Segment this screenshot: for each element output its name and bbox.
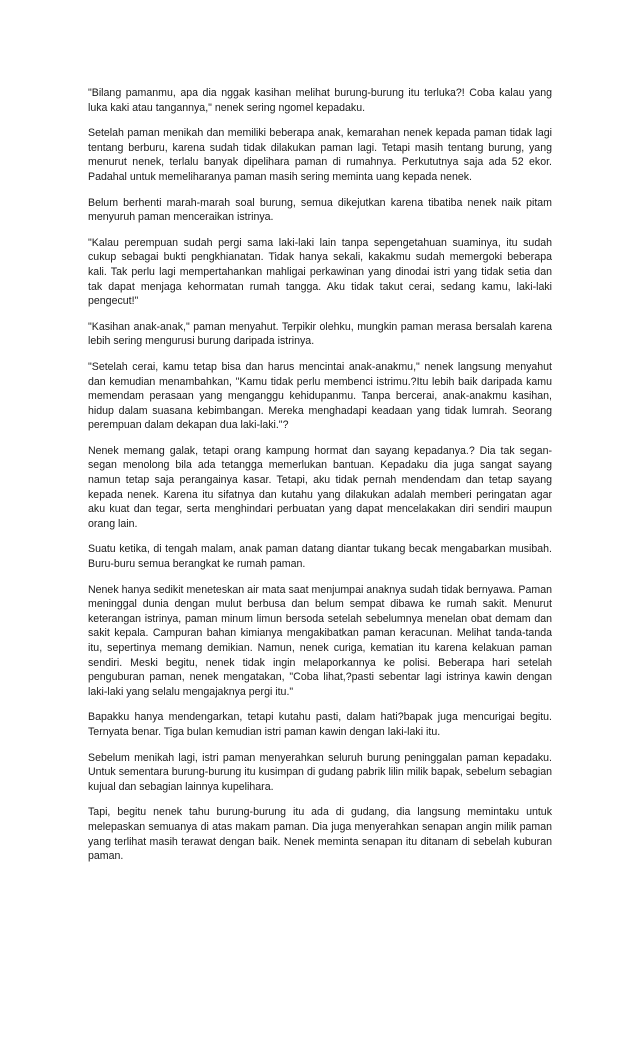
- paragraph-2: Setelah paman menikah dan memiliki beberapa anak, kemarahan nenek kepada paman tidak lagi tentang berburu, karena sudah tidak dilakukan paman lagi. Tetapi masih tentang burung, yang menurut nenek, terlalu banyak dipelihara paman di rumahnya. Perkututnya saja ada 52 ekor. Padahal untuk memeliharanya paman masih sering meminta uang kepada nenek.: [88, 127, 552, 183]
- document-body: [88, 86, 552, 875]
- paragraph-5: "Kasihan anak-anak," paman menyahut. Terpikir olehku, mungkin paman merasa bersalah karena lebih sering mengurusi burung daripada istrinya.: [88, 320, 552, 348]
- paragraph-9: Nenek hanya sedikit meneteskan air mata saat menjumpai anaknya sudah tidak bernyawa. Paman meninggal dunia dengan mulut berbusa dan belum sempat dibawa ke rumah sakit. Menurut keterangan istrinya, paman minum limun bersoda setelah sebelumnya menelan obat demam dan sakit kepala. Campuran bahan kimianya mengakibatkan paman keracunan. Melihat tanda-tanda itu, sepertinya memang demikian. Namun, nenek curiga, kematian itu karena kelakuan paman sendiri. Meski begitu, nenek tidak ingin melaporkannya ke polisi. Beberapa hari setelah penguburan paman, nenek mengatakan, "Coba lihat,?pasti sebentar lagi istrinya kawin dengan laki-laki yang selalu mengajaknya pergi itu.": [88, 583, 552, 698]
- paragraph-6: "Setelah cerai, kamu tetap bisa dan harus mencintai anak-anakmu," nenek langsung menyahut dan kemudian menambahkan, "Kamu tidak perlu membenci istrimu.?Itu lebih baik daripada kamu memendam perasaan yang menganggu kehidupanmu. Tanpa bercerai, anak-anakmu kasihan, hidup dalam suasana kebimbangan. Mereka menghadapi keadaan yang tidak lumrah. Seorang perempuan dalam dekapan dua laki-laki."?: [88, 360, 552, 432]
- paragraph-7: Nenek memang galak, tetapi orang kampung hormat dan sayang kepadanya.? Dia tak segan-segan menolong bila ada tetangga memerlukan bantuan. Kepadaku dia juga sangat sayang namun tetap saja perangainya kasar. Tetapi, aku tidak pernah mendendam dan tetap sayang kepada nenek. Karena itu sifatnya dan kutahu yang dilakukan adalah memberi peringatan agar aku kuat dan tegar, serta menghindari perbuatan yang dapat mencelakakan diri sendiri maupun orang lain.: [88, 444, 552, 530]
- paragraph-12: Tapi, begitu nenek tahu burung-burung itu ada di gudang, dia langsung memintaku untuk melepaskan semuanya di atas makam paman. Dia juga menyerahkan senapan angin milik paman yang terlihat masih terawat dengan baik. Nenek meminta senapan itu ditanam di sebelah kuburan paman.: [88, 806, 552, 863]
- paragraph-10: Bapakku hanya mendengarkan, tetapi kutahu pasti, dalam hati?bapak juga mencurigai begitu. Ternyata benar. Tiga bulan kemudian istri paman kawin dengan laki-laki itu.: [88, 711, 552, 738]
- paragraph-4: "Kalau perempuan sudah pergi sama laki-laki lain tanpa sepengetahuan suaminya, itu sudah cukup sebagai bukti pengkhianatan. Tidak hanya sekali, kakakmu sudah memergoki beberapa kali. Tak perlu lagi mempertahankan mahligai perkawinan yang dinodai istri yang tidak setia dan tak dapat menjaga kehormatan rumah tangga. Aku tidak takut cerai, sedang kamu, laki-laki pengecut!": [88, 236, 552, 308]
- paragraph-3: Belum berhenti marah-marah soal burung, semua dikejutkan karena tibatiba nenek naik pitam menyuruh paman menceraikan istrinya.: [88, 196, 552, 224]
- paragraph-8: Suatu ketika, di tengah malam, anak paman datang diantar tukang becak mengabarkan musibah. Buru-buru semua berangkat ke rumah paman.: [88, 543, 552, 571]
- paragraph-1: "Bilang pamanmu, apa dia nggak kasihan melihat burung-burung itu terluka?! Coba kalau yang luka kaki atau tangannya," nenek sering ngomel kepadaku.: [88, 87, 552, 114]
- paragraph-11: Sebelum menikah lagi, istri paman menyerahkan seluruh burung peninggalan paman kepadaku. Untuk sementara burung-burung itu kusimpan di gudang pabrik lilin milik bapak, sebelum sebagian kujual dan sebagian lainnya kupelihara.: [88, 751, 552, 793]
